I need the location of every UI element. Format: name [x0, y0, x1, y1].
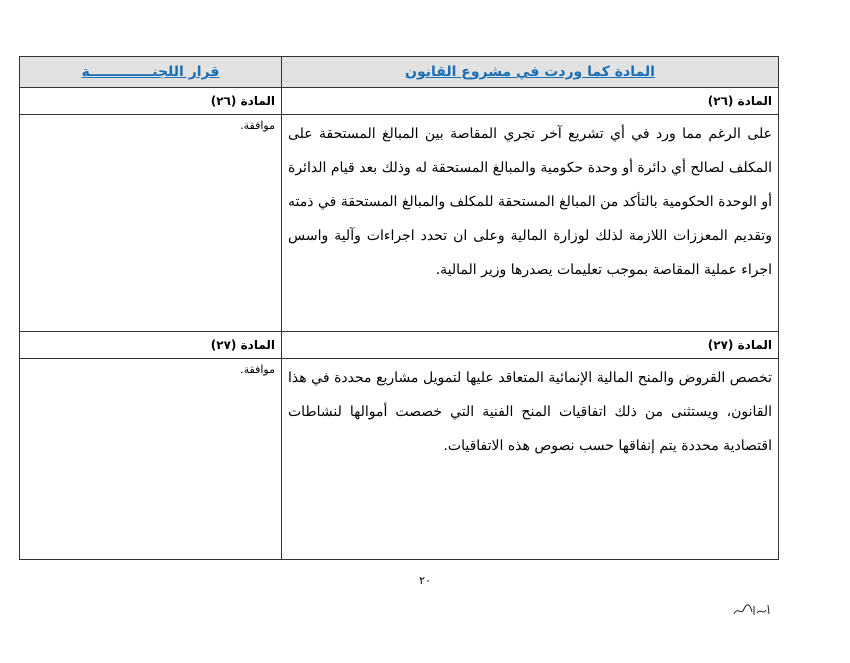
articles-table — [19, 56, 779, 560]
header-committee-decision: قرار اللجنـــــــــــــة — [20, 57, 282, 88]
decision-27-text: موافقة. — [20, 359, 282, 560]
decision-26-text: موافقة. — [20, 115, 282, 332]
page-number: ٢٠ — [419, 574, 431, 587]
article-26-label-row — [20, 88, 779, 115]
decision-27-label: المادة (٢٧) — [20, 332, 282, 359]
article-26-label: المادة (٢٦) — [282, 88, 779, 115]
article-27-label-row — [20, 332, 779, 359]
article-26-text: على الرغم مما ورد في أي تشريع آخر تجري المقاصة بين المبالغ المستحقة على المكلف لصالح أي دائرة أو وحدة حكومية والمبالغ المستحقة له وذلك بعد قيام الدائرة أو الوحدة الحكومية بالتأكد من المبالغ المستحقة للمكلف والمبالغ المستحقة في ذمته وتقديم المعززات اللازمة لذلك لوزارة المالية وعلى ان تحدد اجراءات وآلية واسس اجراء عملية المقاصة بموجب تعليمات يصدرها وزير المالية. — [282, 115, 779, 332]
decision-26-label: المادة (٢٦) — [20, 88, 282, 115]
article-26-body-row — [20, 115, 779, 332]
header-article-as-in-draft: المادة كما وردت في مشروع القانون — [282, 57, 779, 88]
article-27-body-row — [20, 359, 779, 560]
article-27-label: المادة (٢٧) — [282, 332, 779, 359]
signature-icon — [732, 600, 772, 620]
article-27-text: تخصص القروض والمنح المالية الإنمائية المتعاقد عليها لتمويل مشاريع محددة في هذا القانون، ويستثنى من ذلك اتفاقيات المنح الفنية التي خصصت أموالها لنشاطات اقتصادية محددة يتم إنفاقها حسب نصوص هذه الاتفاقيات. — [282, 359, 779, 560]
table-header-row — [20, 57, 779, 88]
